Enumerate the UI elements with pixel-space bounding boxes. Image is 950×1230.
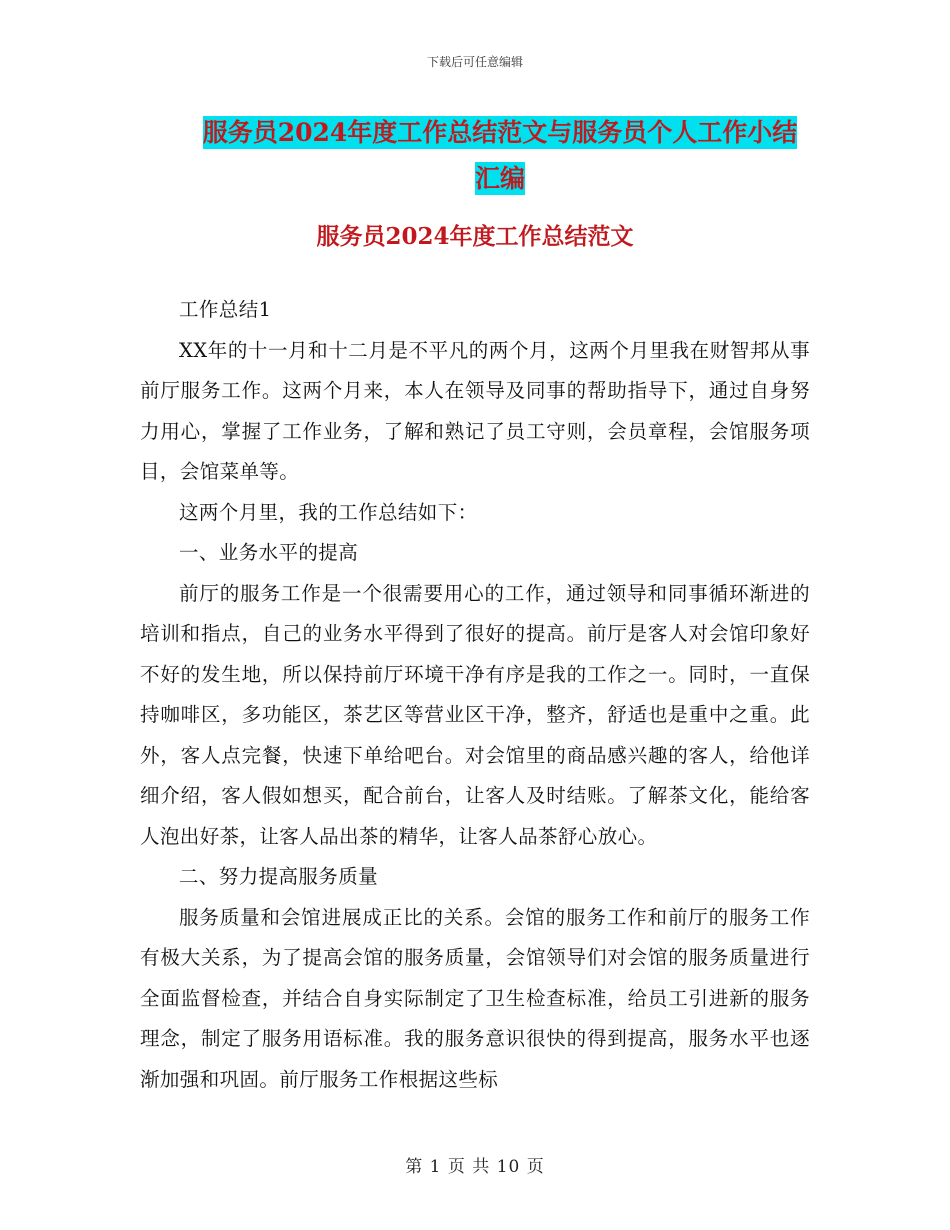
document-body xyxy=(140,290,810,1100)
document-title-line-2: 汇编 xyxy=(474,164,525,193)
section-title: 服务员2024年度工作总结范文 xyxy=(316,223,634,250)
page-indicator: 第 1 页 共 10 页 xyxy=(405,1157,545,1177)
paragraph: XX年的十一月和十二月是不平凡的两个月，这两个月里我在财智邦从事前厅服务工作。这两个月来，本人在领导及同事的帮助指导下，通过自身努力用心，掌握了工作业务，了解和熟记了员工守则，会员章程，会馆服务项目，会馆菜单等。 xyxy=(140,338,810,483)
document-title-line-1: 服务员2024年度工作总结范文与服务员个人工作小结 xyxy=(202,118,798,147)
paragraph: 前厅的服务工作是一个很需要用心的工作，通过领导和同事循环渐进的培训和指点，自己的业务水平得到了很好的提高。前厅是客人对会馆印象好不好的发生地，所以保持前厅环境干净有序是我的工作之一。同时，一直保持咖啡区，多功能区，茶艺区等营业区干净，整齐，舒适也是重中之重。此外，客人点完餐，快速下单给吧台。对会馆里的商品感兴趣的客人，给他详细介绍，客人假如想买，配合前台，让客人及时结账。了解茶文化，能给客人泡出好茶，让客人品出茶的精华，让客人品茶舒心放心。 xyxy=(140,581,810,848)
paragraph: 服务质量和会馆进展成正比的关系。会馆的服务工作和前厅的服务工作有极大关系，为了提高会馆的服务质量，会馆领导们对会馆的服务质量进行全面监督检查，并结合自身实际制定了卫生检查标准，给员工引进新的服务理念，制定了服务用语标准。我的服务意识很快的得到提高，服务水平也逐渐加强和巩固。前厅服务工作根据这些标 xyxy=(140,905,810,1091)
paragraph: 二、努力提高服务质量 xyxy=(179,865,379,888)
paragraph: 这两个月里，我的工作总结如下： xyxy=(179,500,478,524)
paragraph: 工作总结1 xyxy=(179,298,272,321)
document-title xyxy=(140,110,860,202)
paragraph: 一、业务水平的提高 xyxy=(179,541,359,564)
header-note: 下载后可任意编辑 xyxy=(426,55,523,69)
